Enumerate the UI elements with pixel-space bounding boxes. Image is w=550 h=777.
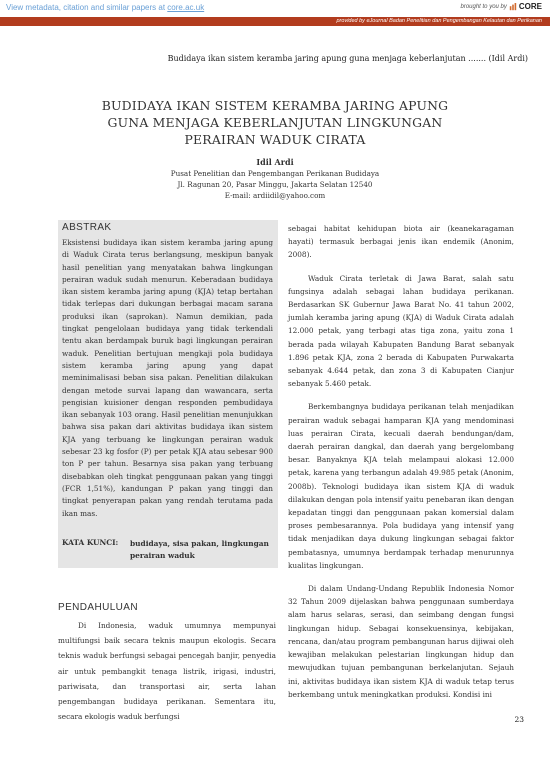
brought-by-text: brought to you by <box>460 3 507 10</box>
author-name: Idil Ardi <box>256 157 294 167</box>
core-brand-label: CORE <box>518 2 542 11</box>
provided-by-text[interactable]: provided by eJournal Badan Penelitian dan Pengembangan Kelautan dan Perikanan <box>336 18 542 24</box>
section-heading-pendahuluan: PENDAHULUAN <box>58 602 138 613</box>
core-url-link[interactable]: core.ac.uk <box>167 3 205 12</box>
abstract-body: Eksistensi budidaya ikan sistem keramba jaring apung di Waduk Cirata terus berlangsung, meskipun banyak hasil penelitian yang menyatakan bahwa lingkungan perairan waduk sudah menurun. Keberadaan budidaya ikan sistem keramba jaring apung (KJA) tetap bertahan tidak terlepas dari dukungan berbagai macam sarana produksi ikan (saprokan). Namun demikian, pada tingkat pengelolaan budidaya yang tidak terkendali tentu akan berdampak buruk bagi lingkungan perairan waduk. Penelitian bertujuan mengkaji pola budidaya sistem keramba jaring apung yang dapat meminimalisasi beban sisa pakan. Penelitian dilakukan dengan metode survai lapang dan wawancara, serta pengisian kuisioner dengan responden pembudidaya ikan sebanyak 103 orang. Hasil penelitian menunjukkan bahwa sisa pakan dari aktivitas budidaya ikan sistem KJA yang terbuang ke lingkungan perairan waduk sebesar 23 kg fosfor (P) per petak KJA atau sebesar 900 ton P per tahun. Besarnya sisa pakan yang terbuang disebabkan oleh tingkat penggunaan pakan yang tinggi (FCR 1,51%), kandungan P pakan yang tinggi dan tingkat penyerapan pakan yang rendah terutama pada ikan mas. <box>62 238 273 518</box>
body-paragraph: sebagai habitat kehidupan biota air (keanekaragaman hayati) termasuk berbagai jenis ikan endemik (Anonim, 2008). <box>288 224 514 260</box>
page-number: 23 <box>514 715 524 724</box>
core-metadata-text: View metadata, citation and similar papers at <box>6 3 168 12</box>
email-line: E-mail: ardiidil@yahoo.com <box>224 191 326 200</box>
body-paragraph: Di dalam Undang-Undang Republik Indonesia Nomor 32 Tahun 2009 dijelaskan bahwa penggunaan sumberdaya alam harus selaras, serasi, dan seimbang dengan fungsi lingkungan hidup. Sebagai konsekuensinya, kebijakan, rencana, dan/atau program pembangunan harus dijiwai oleh kewajiban melakukan pelestarian lingkungan hidup dan mewujudkan tujuan pembangunan berkelanjutan. Sejauh ini, aktivitas budidaya ikan sistem KJA di waduk tetap terus berkembang untuk meningkatkan produksi. Kondisi ini <box>288 584 514 699</box>
intro-paragraph: Di Indonesia, waduk umumnya mempunyai multifungsi baik secara teknis maupun ekologis. Secara teknis waduk berfungsi sebagai pencegah banjir, penyedia air untuk pembangkit tenaga listrik, irigasi, industri, pariwisata, dan transportasi air, serta lahan pengembangan budidaya perikanan. Sementara itu, secara ekologis waduk berfungsi <box>58 621 276 722</box>
affiliation <box>0 168 550 201</box>
core-banner <box>0 0 550 17</box>
keywords-value: budidaya, sisa pakan, lingkungan perairan waduk <box>130 539 269 560</box>
keywords-label: KATA KUNCI: <box>62 538 119 547</box>
article-title <box>0 97 550 148</box>
core-logo-icon <box>509 3 517 11</box>
core-brand[interactable] <box>461 2 543 11</box>
body-paragraph: Berkembangnya budidaya perikanan telah menjadikan perairan waduk sebagai hamparan KJA yang mendominasi luas perairan Cirata, kecuali daerah bendungan/dam, daerah perairan dangkal, dan daerah yang bergelombang besar. Banyaknya KJA telah melampaui alokasi 12.000 petak, karena yang terbangun adalah 49.985 petak (Anonim, 2008b). Teknologi budidaya ikan sistem KJA di waduk dilakukan dengan pola intensif yaitu penebaran ikan dengan kepadatan tinggi dan penggunaan pakan komersial dalam proses pembesarannya. Pola budidaya yang intensif yang tidak menjadikan daya dukung lingkungan sebagai faktor pembatasnya, umumnya berdampak terhadap menurunnya kualitas lingkungan. <box>288 402 514 570</box>
provided-by-bar <box>0 17 550 26</box>
abstract-heading: ABSTRAK <box>62 222 112 233</box>
running-header: Budidaya ikan sistem keramba jaring apung guna menjaga keberlanjutan ....... (Idil Ardi) <box>167 54 528 63</box>
affiliation-line: Pusat Penelitian dan Pengembangan Perikanan Budidaya <box>170 169 380 178</box>
title-line: GUNA MENJAGA KEBERLANJUTAN LINGKUNGAN <box>107 115 443 130</box>
title-line: BUDIDAYA IKAN SISTEM KERAMBA JARING APUNG <box>101 98 449 113</box>
body-paragraph: Waduk Cirata terletak di Jawa Barat, salah satu fungsinya adalah sebagai lahan budidaya perikanan. Berdasarkan SK Gubernur Jawa Barat No. 41 tahun 2002, jumlah keramba jaring apung (KJA) di Waduk Cirata adalah 12.000 petak, yang terbagi atas tiga zona, yaitu zona 1 berada pada wilayah Kabupaten Bandung Barat sebanyak 1.896 petak KJA, zona 2 berada di Kabupaten Purwakarta sebanyak 4.644 petak, dan zona 3 di Kabupaten Cianjur sebanyak 5.460 petak. <box>288 273 514 389</box>
core-metadata-link[interactable] <box>6 3 204 12</box>
right-column <box>288 222 514 711</box>
affiliation-line: Jl. Ragunan 20, Pasar Minggu, Jakarta Selatan 12540 <box>177 180 373 189</box>
title-line: PERAIRAN WADUK CIRATA <box>184 132 366 147</box>
